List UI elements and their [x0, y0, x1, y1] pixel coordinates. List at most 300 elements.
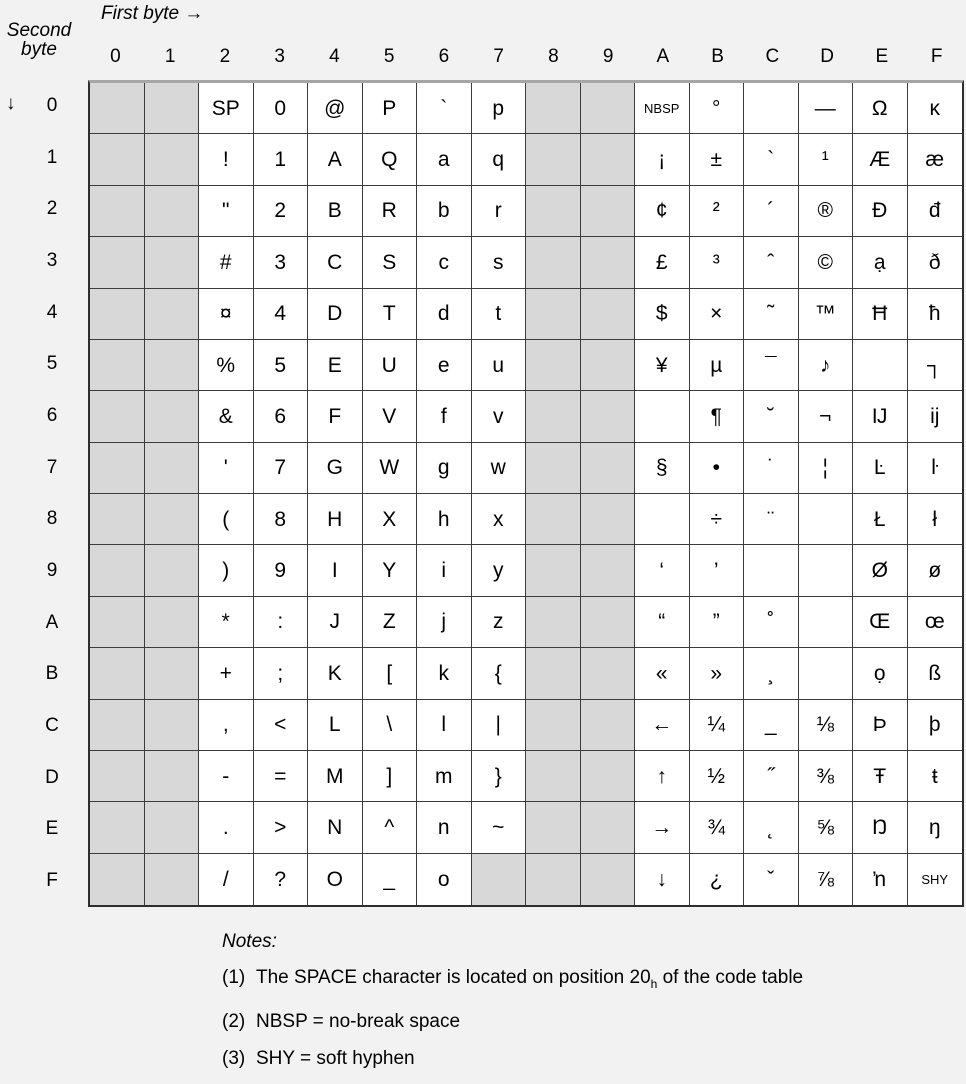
code-cell-46: F: [308, 391, 363, 442]
code-cell-A9: ‘: [635, 545, 690, 596]
code-cell-EB: ọ: [853, 648, 908, 699]
code-cell-B3: ³: [690, 237, 745, 288]
code-cell-8D: [526, 751, 581, 802]
code-cell-14: [145, 289, 200, 340]
code-cell-A7: §: [635, 443, 690, 494]
code-cell-79: y: [472, 545, 527, 596]
code-cell-B7: •: [690, 443, 745, 494]
code-cell-C5: ¯: [744, 340, 799, 391]
code-cell-7F: [472, 854, 527, 905]
code-cell-B9: ’: [690, 545, 745, 596]
code-cell-45: E: [308, 340, 363, 391]
code-cell-B8: ÷: [690, 494, 745, 545]
code-cell-18: [145, 494, 200, 545]
code-cell-5A: Z: [363, 597, 418, 648]
note-number: (2): [222, 1010, 246, 1032]
code-cell-05: [90, 340, 145, 391]
code-cell-FC: þ: [908, 700, 963, 751]
code-cell-58: X: [363, 494, 418, 545]
code-cell-80: [526, 83, 581, 134]
note-text: The SPACE character is located on position $20_h$ of the code table: [256, 967, 804, 991]
code-cell-47: G: [308, 443, 363, 494]
code-cell-54: T: [363, 289, 418, 340]
code-cell-00: [90, 83, 145, 134]
row-label-1: 1: [46, 146, 58, 168]
second-byte-label: Second byte: [6, 20, 72, 60]
row-label-5: 5: [46, 353, 58, 375]
code-cell-34: 4: [254, 289, 309, 340]
code-cell-A6: [635, 391, 690, 442]
code-cell-D2: ®: [799, 186, 854, 237]
code-cell-0D: [90, 751, 145, 802]
code-cell-6A: j: [417, 597, 472, 648]
code-cell-5B: [: [363, 648, 418, 699]
code-cell-9A: [581, 597, 636, 648]
code-cell-07: [90, 443, 145, 494]
code-cell-92: [581, 186, 636, 237]
code-cell-F9: ø: [908, 545, 963, 596]
code-cell-24: ¤: [199, 289, 254, 340]
note-text: SHY = soft hyphen: [256, 1047, 415, 1069]
code-cell-6D: m: [417, 751, 472, 802]
code-cell-22: ": [199, 186, 254, 237]
code-cell-E1: Æ: [853, 134, 908, 185]
row-label-0: 0: [46, 94, 58, 116]
code-cell-BB: »: [690, 648, 745, 699]
code-cell-4B: K: [308, 648, 363, 699]
code-cell-A4: $: [635, 289, 690, 340]
code-cell-78: x: [472, 494, 527, 545]
code-cell-DF: ⅞: [799, 854, 854, 905]
row-labels: [34, 80, 70, 907]
code-cell-D7: ¦: [799, 443, 854, 494]
notes-title: Notes:: [222, 931, 277, 952]
code-cell-3F: ?: [254, 854, 309, 905]
code-cell-9E: [581, 802, 636, 853]
code-cell-C1: `: [744, 134, 799, 185]
code-cell-83: [526, 237, 581, 288]
code-cell-C6: ˘: [744, 391, 799, 442]
code-cell-52: R: [363, 186, 418, 237]
code-cell-33: 3: [254, 237, 309, 288]
code-cell-E0: Ω: [853, 83, 908, 134]
code-cell-55: U: [363, 340, 418, 391]
code-cell-FF: SHY: [908, 854, 963, 905]
code-cell-31: 1: [254, 134, 309, 185]
code-cell-6F: o: [417, 854, 472, 905]
code-cell-0E: [90, 802, 145, 853]
code-cell-7D: }: [472, 751, 527, 802]
code-cell-F7: ŀ: [908, 443, 963, 494]
row-label-E: E: [45, 818, 59, 840]
code-cell-37: 7: [254, 443, 309, 494]
code-cell-D9: [799, 545, 854, 596]
code-cell-1A: [145, 597, 200, 648]
code-cell-61: a: [417, 134, 472, 185]
code-cell-82: [526, 186, 581, 237]
code-cell-DC: ⅛: [799, 700, 854, 751]
code-cell-13: [145, 237, 200, 288]
code-cell-3C: <: [254, 700, 309, 751]
code-cell-B1: ±: [690, 134, 745, 185]
row-label-B: B: [45, 663, 59, 685]
code-cell-9D: [581, 751, 636, 802]
code-cell-8E: [526, 802, 581, 853]
row-label-9: 9: [46, 560, 58, 582]
code-cell-CC: _: [744, 700, 799, 751]
code-cell-EF: ŉ: [853, 854, 908, 905]
code-cell-ED: Ŧ: [853, 751, 908, 802]
code-cell-2D: -: [199, 751, 254, 802]
code-cell-0C: [90, 700, 145, 751]
code-cell-2B: +: [199, 648, 254, 699]
code-cell-1C: [145, 700, 200, 751]
code-cell-86: [526, 391, 581, 442]
code-cell-BF: ¿: [690, 854, 745, 905]
code-cell-19: [145, 545, 200, 596]
code-cell-E7: Ŀ: [853, 443, 908, 494]
code-cell-AC: ←: [635, 700, 690, 751]
code-cell-96: [581, 391, 636, 442]
code-cell-DE: ⅝: [799, 802, 854, 853]
code-cell-6E: n: [417, 802, 472, 853]
row-label-C: C: [45, 715, 59, 737]
code-cell-74: t: [472, 289, 527, 340]
code-cell-43: C: [308, 237, 363, 288]
col-label-E: E: [875, 46, 889, 67]
notes: [222, 931, 942, 1084]
code-cell-0A: [90, 597, 145, 648]
code-cell-60: `: [417, 83, 472, 134]
note-item-1: [222, 966, 942, 996]
col-label-1: 1: [164, 46, 176, 67]
code-cell-1D: [145, 751, 200, 802]
code-cell-DA: [799, 597, 854, 648]
code-cell-CB: ¸: [744, 648, 799, 699]
code-cell-7A: z: [472, 597, 527, 648]
code-cell-A2: ¢: [635, 186, 690, 237]
code-cell-63: c: [417, 237, 472, 288]
col-label-F: F: [930, 46, 943, 67]
code-cell-62: b: [417, 186, 472, 237]
code-cell-CE: ˛: [744, 802, 799, 853]
code-cell-D3: ©: [799, 237, 854, 288]
code-cell-FA: œ: [908, 597, 963, 648]
code-cell-F6: ĳ: [908, 391, 963, 442]
code-cell-81: [526, 134, 581, 185]
code-table: [88, 80, 964, 907]
code-cell-53: S: [363, 237, 418, 288]
code-cell-C9: [744, 545, 799, 596]
code-cell-97: [581, 443, 636, 494]
code-cell-68: h: [417, 494, 472, 545]
code-cell-98: [581, 494, 636, 545]
code-cell-F1: æ: [908, 134, 963, 185]
code-cell-5C: \: [363, 700, 418, 751]
code-cell-30: 0: [254, 83, 309, 134]
code-cell-EC: Þ: [853, 700, 908, 751]
row-label-7: 7: [46, 456, 58, 478]
code-cell-A0: NBSP: [635, 83, 690, 134]
code-cell-F8: ł: [908, 494, 963, 545]
code-cell-6C: l: [417, 700, 472, 751]
code-cell-F4: ħ: [908, 289, 963, 340]
code-cell-4C: L: [308, 700, 363, 751]
code-cell-D4: ™: [799, 289, 854, 340]
code-cell-9F: [581, 854, 636, 905]
code-cell-8C: [526, 700, 581, 751]
code-cell-17: [145, 443, 200, 494]
note-item-2: [222, 1010, 942, 1033]
code-cell-C7: ˙: [744, 443, 799, 494]
code-cell-CD: ˝: [744, 751, 799, 802]
code-cell-DB: [799, 648, 854, 699]
code-cell-B5: µ: [690, 340, 745, 391]
code-cell-65: e: [417, 340, 472, 391]
code-cell-4D: M: [308, 751, 363, 802]
code-cell-EE: Ŋ: [853, 802, 908, 853]
code-cell-56: V: [363, 391, 418, 442]
code-cell-84: [526, 289, 581, 340]
code-cell-8F: [526, 854, 581, 905]
code-cell-E3: ạ: [853, 237, 908, 288]
first-byte-label: First byte →: [101, 3, 204, 24]
code-cell-48: H: [308, 494, 363, 545]
code-cell-2C: ,: [199, 700, 254, 751]
code-cell-AD: ↑: [635, 751, 690, 802]
col-label-3: 3: [274, 46, 285, 67]
col-label-A: A: [656, 46, 670, 67]
code-cell-15: [145, 340, 200, 391]
code-cell-5F: _: [363, 854, 418, 905]
code-cell-42: B: [308, 186, 363, 237]
code-cell-77: w: [472, 443, 527, 494]
code-cell-8B: [526, 648, 581, 699]
code-cell-12: [145, 186, 200, 237]
code-cell-03: [90, 237, 145, 288]
col-label-5: 5: [383, 46, 395, 67]
code-cell-4F: O: [308, 854, 363, 905]
code-cell-09: [90, 545, 145, 596]
code-cell-A8: [635, 494, 690, 545]
code-cell-32: 2: [254, 186, 309, 237]
col-labels: [88, 44, 964, 70]
code-cell-28: (: [199, 494, 254, 545]
code-cell-99: [581, 545, 636, 596]
code-cell-38: 8: [254, 494, 309, 545]
code-cell-4E: N: [308, 802, 363, 853]
code-cell-1B: [145, 648, 200, 699]
code-cell-AF: ↓: [635, 854, 690, 905]
code-cell-D8: [799, 494, 854, 545]
note-item-3: [222, 1047, 942, 1070]
note-text: NBSP = no-break space: [256, 1010, 461, 1032]
code-cell-0F: [90, 854, 145, 905]
col-label-2: 2: [219, 46, 231, 67]
code-cell-02: [90, 186, 145, 237]
code-cell-4A: J: [308, 597, 363, 648]
code-cell-3B: ;: [254, 648, 309, 699]
code-cell-04: [90, 289, 145, 340]
row-label-4: 4: [46, 301, 58, 323]
row-label-8: 8: [46, 508, 58, 530]
code-cell-90: [581, 83, 636, 134]
code-cell-C0: [744, 83, 799, 134]
col-label-8: 8: [548, 46, 559, 67]
code-cell-2A: *: [199, 597, 254, 648]
code-cell-91: [581, 134, 636, 185]
code-cell-F3: ð: [908, 237, 963, 288]
col-label-0: 0: [110, 46, 121, 67]
code-cell-2E: .: [199, 802, 254, 853]
code-cell-50: P: [363, 83, 418, 134]
code-cell-AB: «: [635, 648, 690, 699]
code-cell-7E: ~: [472, 802, 527, 853]
code-cell-BA: ”: [690, 597, 745, 648]
note-number: (1): [222, 967, 246, 988]
code-cell-E2: Đ: [853, 186, 908, 237]
code-cell-26: &: [199, 391, 254, 442]
code-cell-C8: ¨: [744, 494, 799, 545]
code-cell-C2: ´: [744, 186, 799, 237]
code-cell-1F: [145, 854, 200, 905]
row-label-6: 6: [46, 404, 58, 426]
code-cell-D1: ¹: [799, 134, 854, 185]
col-label-C: C: [765, 46, 780, 67]
code-cell-D0: —: [799, 83, 854, 134]
code-cell-B4: ×: [690, 289, 745, 340]
code-cell-01: [90, 134, 145, 185]
code-cell-08: [90, 494, 145, 545]
row-label-3: 3: [46, 249, 58, 271]
code-cell-EA: Œ: [853, 597, 908, 648]
code-cell-35: 5: [254, 340, 309, 391]
code-cell-9B: [581, 648, 636, 699]
code-cell-87: [526, 443, 581, 494]
code-cell-3D: =: [254, 751, 309, 802]
code-cell-E8: Ł: [853, 494, 908, 545]
code-cell-E9: Ø: [853, 545, 908, 596]
row-label-2: 2: [46, 198, 58, 220]
code-cell-5D: ]: [363, 751, 418, 802]
code-cell-89: [526, 545, 581, 596]
code-cell-FE: ŋ: [908, 802, 963, 853]
code-cell-10: [145, 83, 200, 134]
col-label-D: D: [820, 46, 834, 67]
code-cell-E6: Ĳ: [853, 391, 908, 442]
code-cell-69: i: [417, 545, 472, 596]
code-cell-AE: →: [635, 802, 690, 853]
code-cell-59: Y: [363, 545, 418, 596]
code-cell-A5: ¥: [635, 340, 690, 391]
code-cell-AA: “: [635, 597, 690, 648]
code-cell-A1: ¡: [635, 134, 690, 185]
code-cell-66: f: [417, 391, 472, 442]
col-label-4: 4: [329, 46, 340, 67]
col-label-B: B: [711, 46, 724, 67]
code-cell-36: 6: [254, 391, 309, 442]
code-cell-A3: £: [635, 237, 690, 288]
code-cell-16: [145, 391, 200, 442]
code-cell-BC: ¼: [690, 700, 745, 751]
code-cell-73: s: [472, 237, 527, 288]
code-cell-95: [581, 340, 636, 391]
col-label-7: 7: [493, 46, 504, 67]
code-cell-39: 9: [254, 545, 309, 596]
code-cell-C4: ˜: [744, 289, 799, 340]
code-cell-72: r: [472, 186, 527, 237]
code-cell-88: [526, 494, 581, 545]
code-cell-70: p: [472, 83, 527, 134]
code-cell-29: ): [199, 545, 254, 596]
code-cell-57: W: [363, 443, 418, 494]
code-cell-67: g: [417, 443, 472, 494]
code-cell-CF: ˇ: [744, 854, 799, 905]
code-cell-F5: ┐: [908, 340, 963, 391]
code-cell-23: #: [199, 237, 254, 288]
col-label-9: 9: [602, 46, 614, 67]
code-cell-40: @: [308, 83, 363, 134]
down-arrow-icon: ↓: [6, 93, 16, 114]
code-cell-C3: ˆ: [744, 237, 799, 288]
code-cell-D5: ♪: [799, 340, 854, 391]
code-cell-71: q: [472, 134, 527, 185]
code-cell-85: [526, 340, 581, 391]
row-label-F: F: [46, 870, 58, 892]
code-cell-DD: ⅜: [799, 751, 854, 802]
code-cell-B0: °: [690, 83, 745, 134]
code-cell-1E: [145, 802, 200, 853]
code-cell-D6: ¬: [799, 391, 854, 442]
code-cell-7B: {: [472, 648, 527, 699]
code-cell-8A: [526, 597, 581, 648]
code-cell-B6: ¶: [690, 391, 745, 442]
note-number: (3): [222, 1047, 246, 1069]
code-cell-44: D: [308, 289, 363, 340]
code-cell-3E: >: [254, 802, 309, 853]
code-cell-9C: [581, 700, 636, 751]
code-cell-B2: ²: [690, 186, 745, 237]
code-cell-49: I: [308, 545, 363, 596]
row-label-D: D: [45, 766, 59, 788]
code-cell-BD: ½: [690, 751, 745, 802]
code-cell-25: %: [199, 340, 254, 391]
code-cell-06: [90, 391, 145, 442]
code-cell-2F: /: [199, 854, 254, 905]
code-cell-0B: [90, 648, 145, 699]
code-cell-75: u: [472, 340, 527, 391]
col-label-6: 6: [438, 46, 450, 67]
code-cell-F2: đ: [908, 186, 963, 237]
code-cell-7C: |: [472, 700, 527, 751]
code-cell-20: SP: [199, 83, 254, 134]
code-cell-41: A: [308, 134, 363, 185]
code-cell-6B: k: [417, 648, 472, 699]
code-cell-11: [145, 134, 200, 185]
code-cell-93: [581, 237, 636, 288]
code-cell-FB: ß: [908, 648, 963, 699]
code-cell-51: Q: [363, 134, 418, 185]
code-cell-E4: Ħ: [853, 289, 908, 340]
code-cell-FD: ŧ: [908, 751, 963, 802]
code-cell-3A: :: [254, 597, 309, 648]
code-cell-BE: ¾: [690, 802, 745, 853]
code-cell-F0: ĸ: [908, 83, 963, 134]
row-label-A: A: [45, 611, 59, 633]
code-cell-5E: ^: [363, 802, 418, 853]
code-cell-94: [581, 289, 636, 340]
code-cell-CA: ˚: [744, 597, 799, 648]
